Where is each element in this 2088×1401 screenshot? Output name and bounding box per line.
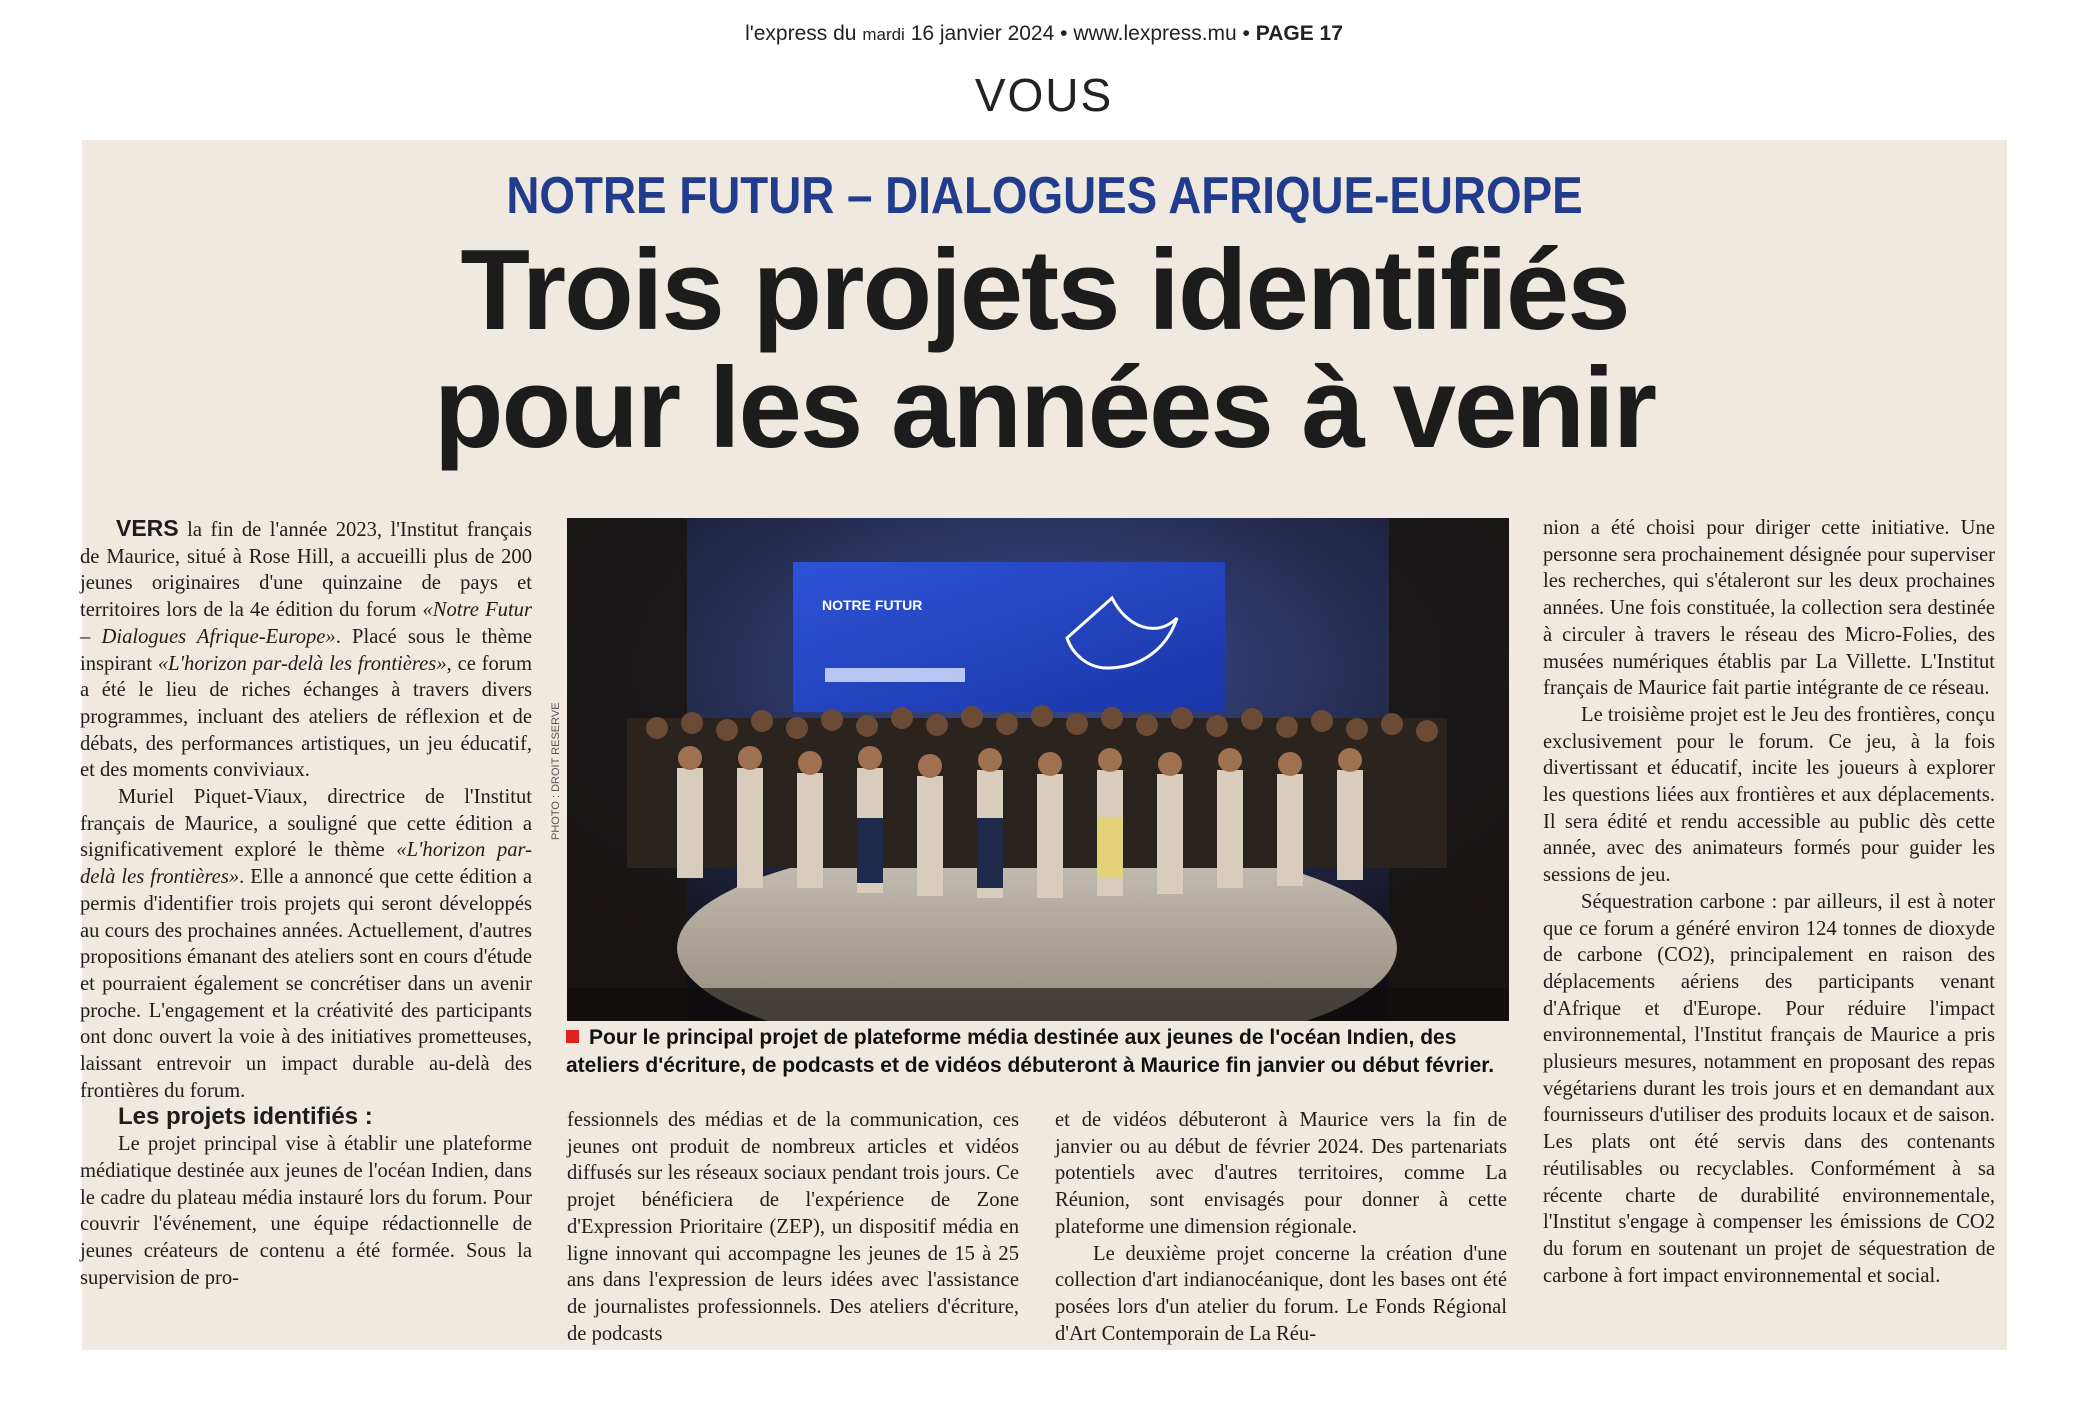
- screen-logo: NOTRE FUTUR: [822, 597, 923, 613]
- header-date: 16 janvier 2024: [910, 22, 1055, 45]
- photo-caption: [566, 1024, 1516, 1080]
- article-lead: VERS: [116, 515, 179, 541]
- body-paragraph: Séquestration carbone : par ailleurs, il est à noter que ce forum a généré environ 124 tonnes de dioxyde de carbone (CO2), principalement en raison des déplacements aériens des participants venant d'Afrique et d'Europe. Pour réduire l'impact environnemental, l'Institut français de Maurice a pris plusieurs mesures, notamment en proposant des repas végétariens durant les trois jours et en demandant aux fournisseurs d'utiliser des produits locaux et de saison. Les plats ont été servis dans des contenants réutilisables ou recyclables. Conformément à sa récente charte de durabilité environnementale, l'Institut s'engage à compenser les émissions de CO2 du forum en soutenant un projet de séquestration de carbone à fort impact environnemental et social.: [1543, 890, 1995, 1287]
- body-italic: «L'horizon par-delà les frontières»: [157, 652, 447, 675]
- article-column-3: [1055, 1107, 1507, 1347]
- article-column-2: [567, 1107, 1019, 1347]
- body-text: . Placé sous le thème inspirant: [80, 625, 532, 675]
- article-column-4: [1543, 515, 1995, 1289]
- stage-screen: [793, 562, 1225, 712]
- body-text: . Elle a annoncé que cette édition a permis d'identifier trois projets qui seront développés au cours des prochaines années. Actuellement, d'autres propositions émanant des ateliers sont en cours d'étude et pourraient également se concrétiser dans un avenir proche. L'engagement et la créativité des participants ont donc ouvert la voie à des initiatives prometteuses, laissant entrevoir un impact durable au-delà des frontières du forum.: [80, 866, 532, 1102]
- body-paragraph: fessionnels des médias et de la communication, ces jeunes ont produit de nombreux articles et vidéos diffusés sur les réseaux sociaux pendant trois jours. Ce projet bénéficiera de l'expérience de Zone d'Expression Prioritaire (ZEP), un dispositif média en ligne innovant qui accompagne les jeunes de 15 à 25 ans dans l'expression de leurs idées avec l'assistance de journalistes professionnels. Des ateliers d'écriture, de podcasts: [567, 1109, 1019, 1345]
- caption-text: Pour le principal projet de plateforme média destinée aux jeunes de l'océan Indien, des ateliers d'écriture, de podcasts et de vidéos débuteront à Maurice fin janvier ou début février.: [566, 1026, 1495, 1077]
- body-italic: «L'horizon par-delà les frontières»: [80, 839, 533, 889]
- headline-line: Trois projets identifiés: [460, 227, 1629, 354]
- body-paragraph: Le projet principal vise à établir une plateforme médiatique destinée aux jeunes de l'océan Indien, dans le cadre du plateau média instauré lors du forum. Pour couvrir l'événement, une équipe rédactionnelle de jeunes créateurs de contenu a été formée. Sous la supervision de pro-: [80, 1133, 532, 1289]
- body-italic: «Notre Futur – Dialogues Afrique-Europe»: [80, 599, 532, 648]
- event-photo-illustration: [567, 518, 1509, 1021]
- body-paragraph: nion a été choisi pour diriger cette initiative. Une personne sera prochainement désignée pour superviser les recherches, qui s'étaleront sur les deux prochaines années. Une fois constituée, la collection sera destinée à circuler à travers le réseau des Micro-Folies, des musées numériques établis par La Villette. L'Institut français de Maurice fait partie intégrante de ce réseau.: [1543, 517, 1995, 700]
- body-text: , ce forum a été le lieu de riches échanges à travers divers programmes, incluant des ateliers de réflexion et de débats, des performances artistiques, un jeu éducatif, et des moments conviviaux.: [80, 652, 532, 782]
- header-separator: •: [1236, 22, 1256, 45]
- header-weekday: mardi: [862, 25, 905, 44]
- photo-credit: PHOTO : DROIT RESERVE: [550, 702, 562, 840]
- article-headline: [82, 227, 2007, 472]
- article-kicker: NOTRE FUTUR – DIALOGUES AFRIQUE-EUROPE: [506, 167, 1583, 225]
- body-text: la fin de l'année 2023, l'Institut français de Maurice, situé à Rose Hill, a accueilli plus de 200 jeunes originaires d'une quinzaine de pays et territoires lors de la 4e édition du forum: [80, 519, 532, 622]
- body-paragraph: Le troisième projet est le Jeu des frontières, conçu exclusivement pour le forum. Ce jeu, à la fois divertissant et éducatif, incite les joueurs à explorer les questions liées aux frontières et aux déplacements. Il sera édité et rendu accessible au public dès cette année, avec des animateurs formés pour guider les sessions de jeu.: [1543, 703, 1995, 887]
- headline-line: pour les années à venir: [433, 345, 1656, 472]
- caption-bullet-icon: [566, 1030, 579, 1043]
- article-subhead: Les projets identifiés :: [118, 1103, 373, 1131]
- body-paragraph: Le deuxième projet concerne la création d'une collection d'art indianocéanique, dont les bases ont été posées lors d'un atelier du forum. Le Fonds Régional d'Art Contemporain de La Réu-: [1055, 1242, 1507, 1345]
- body-paragraph: et de vidéos débuteront à Maurice vers la fin de janvier ou au début de février 2024. Des partenariats potentiels avec d'autres territoires, comme La Réunion, sont envisagés pour donner à cette plateforme une dimension régionale.: [1055, 1109, 1507, 1238]
- page-header: [0, 22, 2088, 46]
- section-title: VOUS: [974, 69, 1114, 121]
- article-column-1: [80, 515, 532, 1291]
- article-photo: [567, 518, 1509, 1021]
- header-site: www.lexpress.mu: [1073, 22, 1237, 45]
- header-page-number: PAGE 17: [1255, 22, 1343, 45]
- body-text: Muriel Piquet-Viaux, directrice de l'Institut français de Maurice, a souligné que cette édition a significativement exploré le thème: [80, 786, 532, 862]
- header-publication: l'express du: [745, 22, 857, 45]
- header-separator: •: [1054, 22, 1074, 45]
